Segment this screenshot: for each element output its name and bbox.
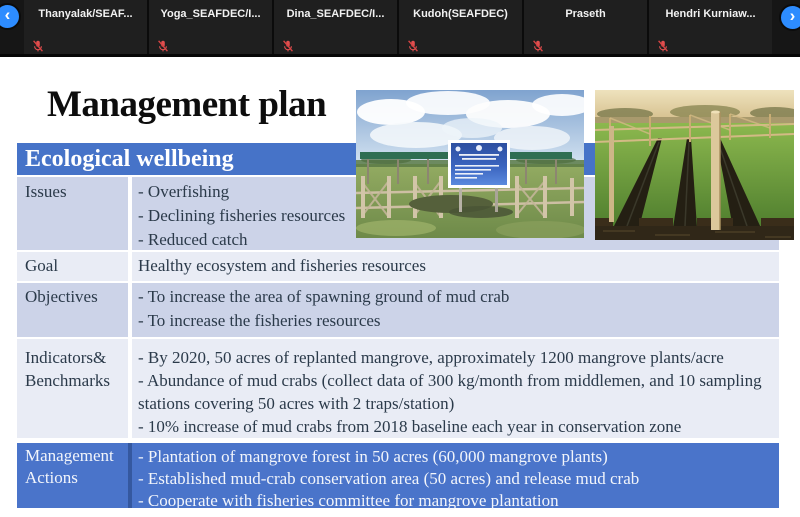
participant-name: Thanyalak/SEAF... [38,8,133,20]
participant-name: Dina_SEAFDEC/I... [286,8,385,20]
participant-name: Yoga_SEAFDEC/I... [160,8,261,20]
row-label: Goal [17,252,128,281]
table-row-goal [17,252,779,281]
muted-mic-icon [32,39,44,51]
table-row-indicators [17,339,779,438]
row-label: Management Actions [17,443,128,508]
row-label: Objectives [17,283,128,337]
participant-name: Hendri Kurniaw... [665,8,756,20]
muted-mic-icon [657,39,669,51]
participant-tiles [24,0,772,54]
participant-name: Kudoh(SEAFDEC) [413,8,508,20]
participants-strip [0,0,800,57]
slide-canvas [0,57,800,517]
table-row-management-actions [17,443,779,508]
participant-tile[interactable] [272,0,397,54]
row-content: - Plantation of mangrove forest in 50 acres (60,000 mangrove plants) - Established mud-crab conservation area (50 acres) and release mud crab - Cooperate with fisheries committee for mangrove plantation [132,443,779,508]
photo-mangrove-conservation-site [356,90,584,238]
participant-tile[interactable] [24,0,147,54]
chevron-left-icon: ‹ [4,5,11,24]
participant-tile[interactable] [647,0,772,54]
row-label: Indicators& Benchmarks [17,339,128,438]
muted-mic-icon [282,39,294,51]
chevron-right-icon: › [789,6,796,25]
scroll-right-button[interactable] [779,4,800,31]
muted-mic-icon [532,39,544,51]
participant-name: Praseth [565,8,606,20]
row-content: Healthy ecosystem and fisheries resources [132,252,779,281]
table-header: Ecological wellbeing [17,143,779,175]
muted-mic-icon [407,39,419,51]
scroll-left-button[interactable] [0,3,21,30]
row-content: - By 2020, 50 acres of replanted mangrove, approximately 1200 mangrove plants/acre - Abundance of mud crabs (collect data of 300 kg/month from middlemen, and 10 sampling stations covering 50 acres with 2 traps/station) - 10% increase of mud crabs from 2018 baseline each year in conservation zone [132,339,779,438]
participant-tile[interactable] [147,0,272,54]
participant-tile[interactable] [397,0,522,54]
muted-mic-icon [157,39,169,51]
photo-mangrove-nursery-rows [595,90,794,240]
slide-title: Management plan [47,84,327,125]
row-label: Issues [17,177,128,250]
row-content: - To increase the area of spawning ground of mud crab - To increase the fisheries resources [132,283,779,337]
row-content: - Overfishing - Declining fisheries resources - Reduced catch [132,177,779,250]
table-row-objectives [17,283,779,337]
participant-tile[interactable] [522,0,647,54]
